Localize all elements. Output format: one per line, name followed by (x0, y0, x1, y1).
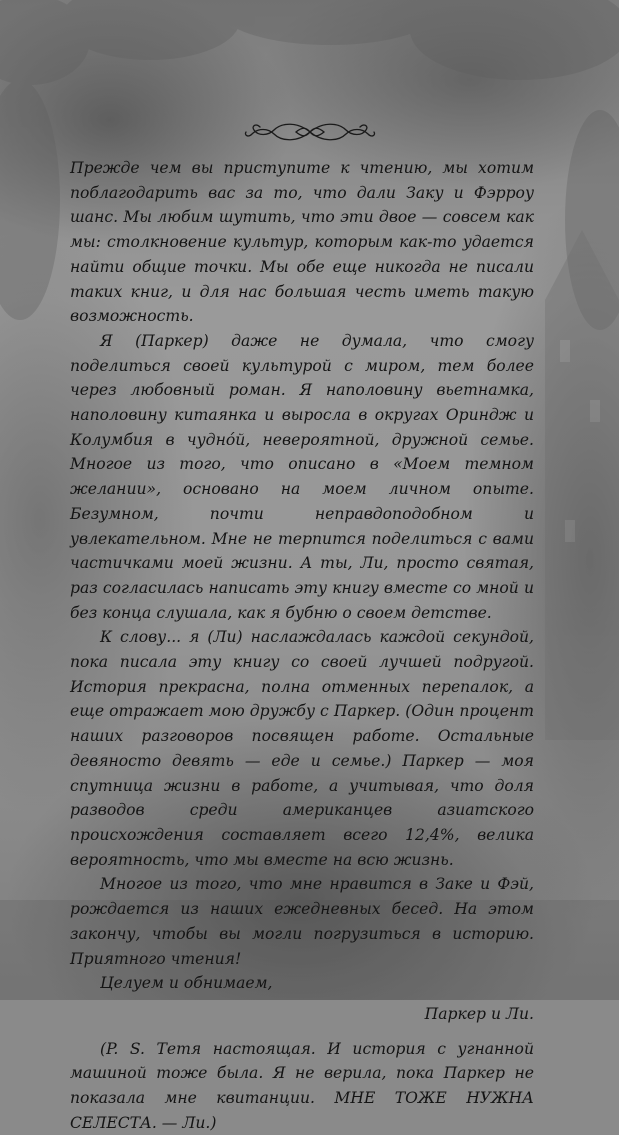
paragraph-intro: Прежде чем вы приступите к чтению, мы хотим поблагодарить вас за то, что дали Заку и Фэрроу шанс. Мы любим шутить, что эти двое — совсем как мы: столкновение культур, которым как-то удается найти общие точки. Мы обе еще никогда не писали таких книг, и для нас большая честь иметь такую возможность. (70, 159, 534, 326)
signature: Паркер и Ли. (424, 1004, 534, 1023)
page-text (70, 156, 534, 1135)
paragraph-closing: Многое из того, что мне нравится в Заке и Фэй, рождается из наших ежедневных бесед. На этом закончу, чтобы вы могли погрузиться в историю. Приятного чтения! (70, 875, 534, 968)
paragraph-lee: К слову... я (Ли) наслаждалась каждой секундой, пока писала эту книгу со своей лучшей подругой. История прекрасна, полна отменных перепалок, а еще отражает мою дружбу с Паркер. (Один процент наших разговоров посвящен работе. Остальные девяносто девять — еде и семье.) Паркер — моя спутница жизни в работе, а учитывая, что доля разводов среди американцев азиатского происхождения составляет всего 12,4%, велика вероятность, что мы вместе на всю жизнь. (70, 628, 534, 869)
postscript: (P. S. Тетя настоящая. И история с угнанной машиной тоже была. Я не верила, пока Паркер не показала мне квитанции. МНЕ ТОЖЕ НУЖНА СЕЛЕСТА. — Ли.) (70, 1039, 534, 1132)
paragraph-parker: Я (Паркер) даже не думала, что смогу поделиться своей культурой с миром, тем более через любовный роман. Я наполовину вьетнамка, наполовину китаянка и выросла в округах Ориндж и Колумбия в чудно́й, невероятной, дружной семье. Многое из того, что описано в «Моем темном желании», основано на моем личном опыте. Безумном, почти неправдоподобном и увлекательном. Мне не терпится поделиться с вами частичками моей жизни. А ты, Ли, просто святая, раз согласилась написать эту книгу вместе со мной и без конца слушала, как я бубню о своем детстве. (70, 331, 534, 622)
flourish-divider-icon (240, 118, 380, 146)
paragraph-farewell: Целуем и обнимаем, (100, 974, 273, 993)
